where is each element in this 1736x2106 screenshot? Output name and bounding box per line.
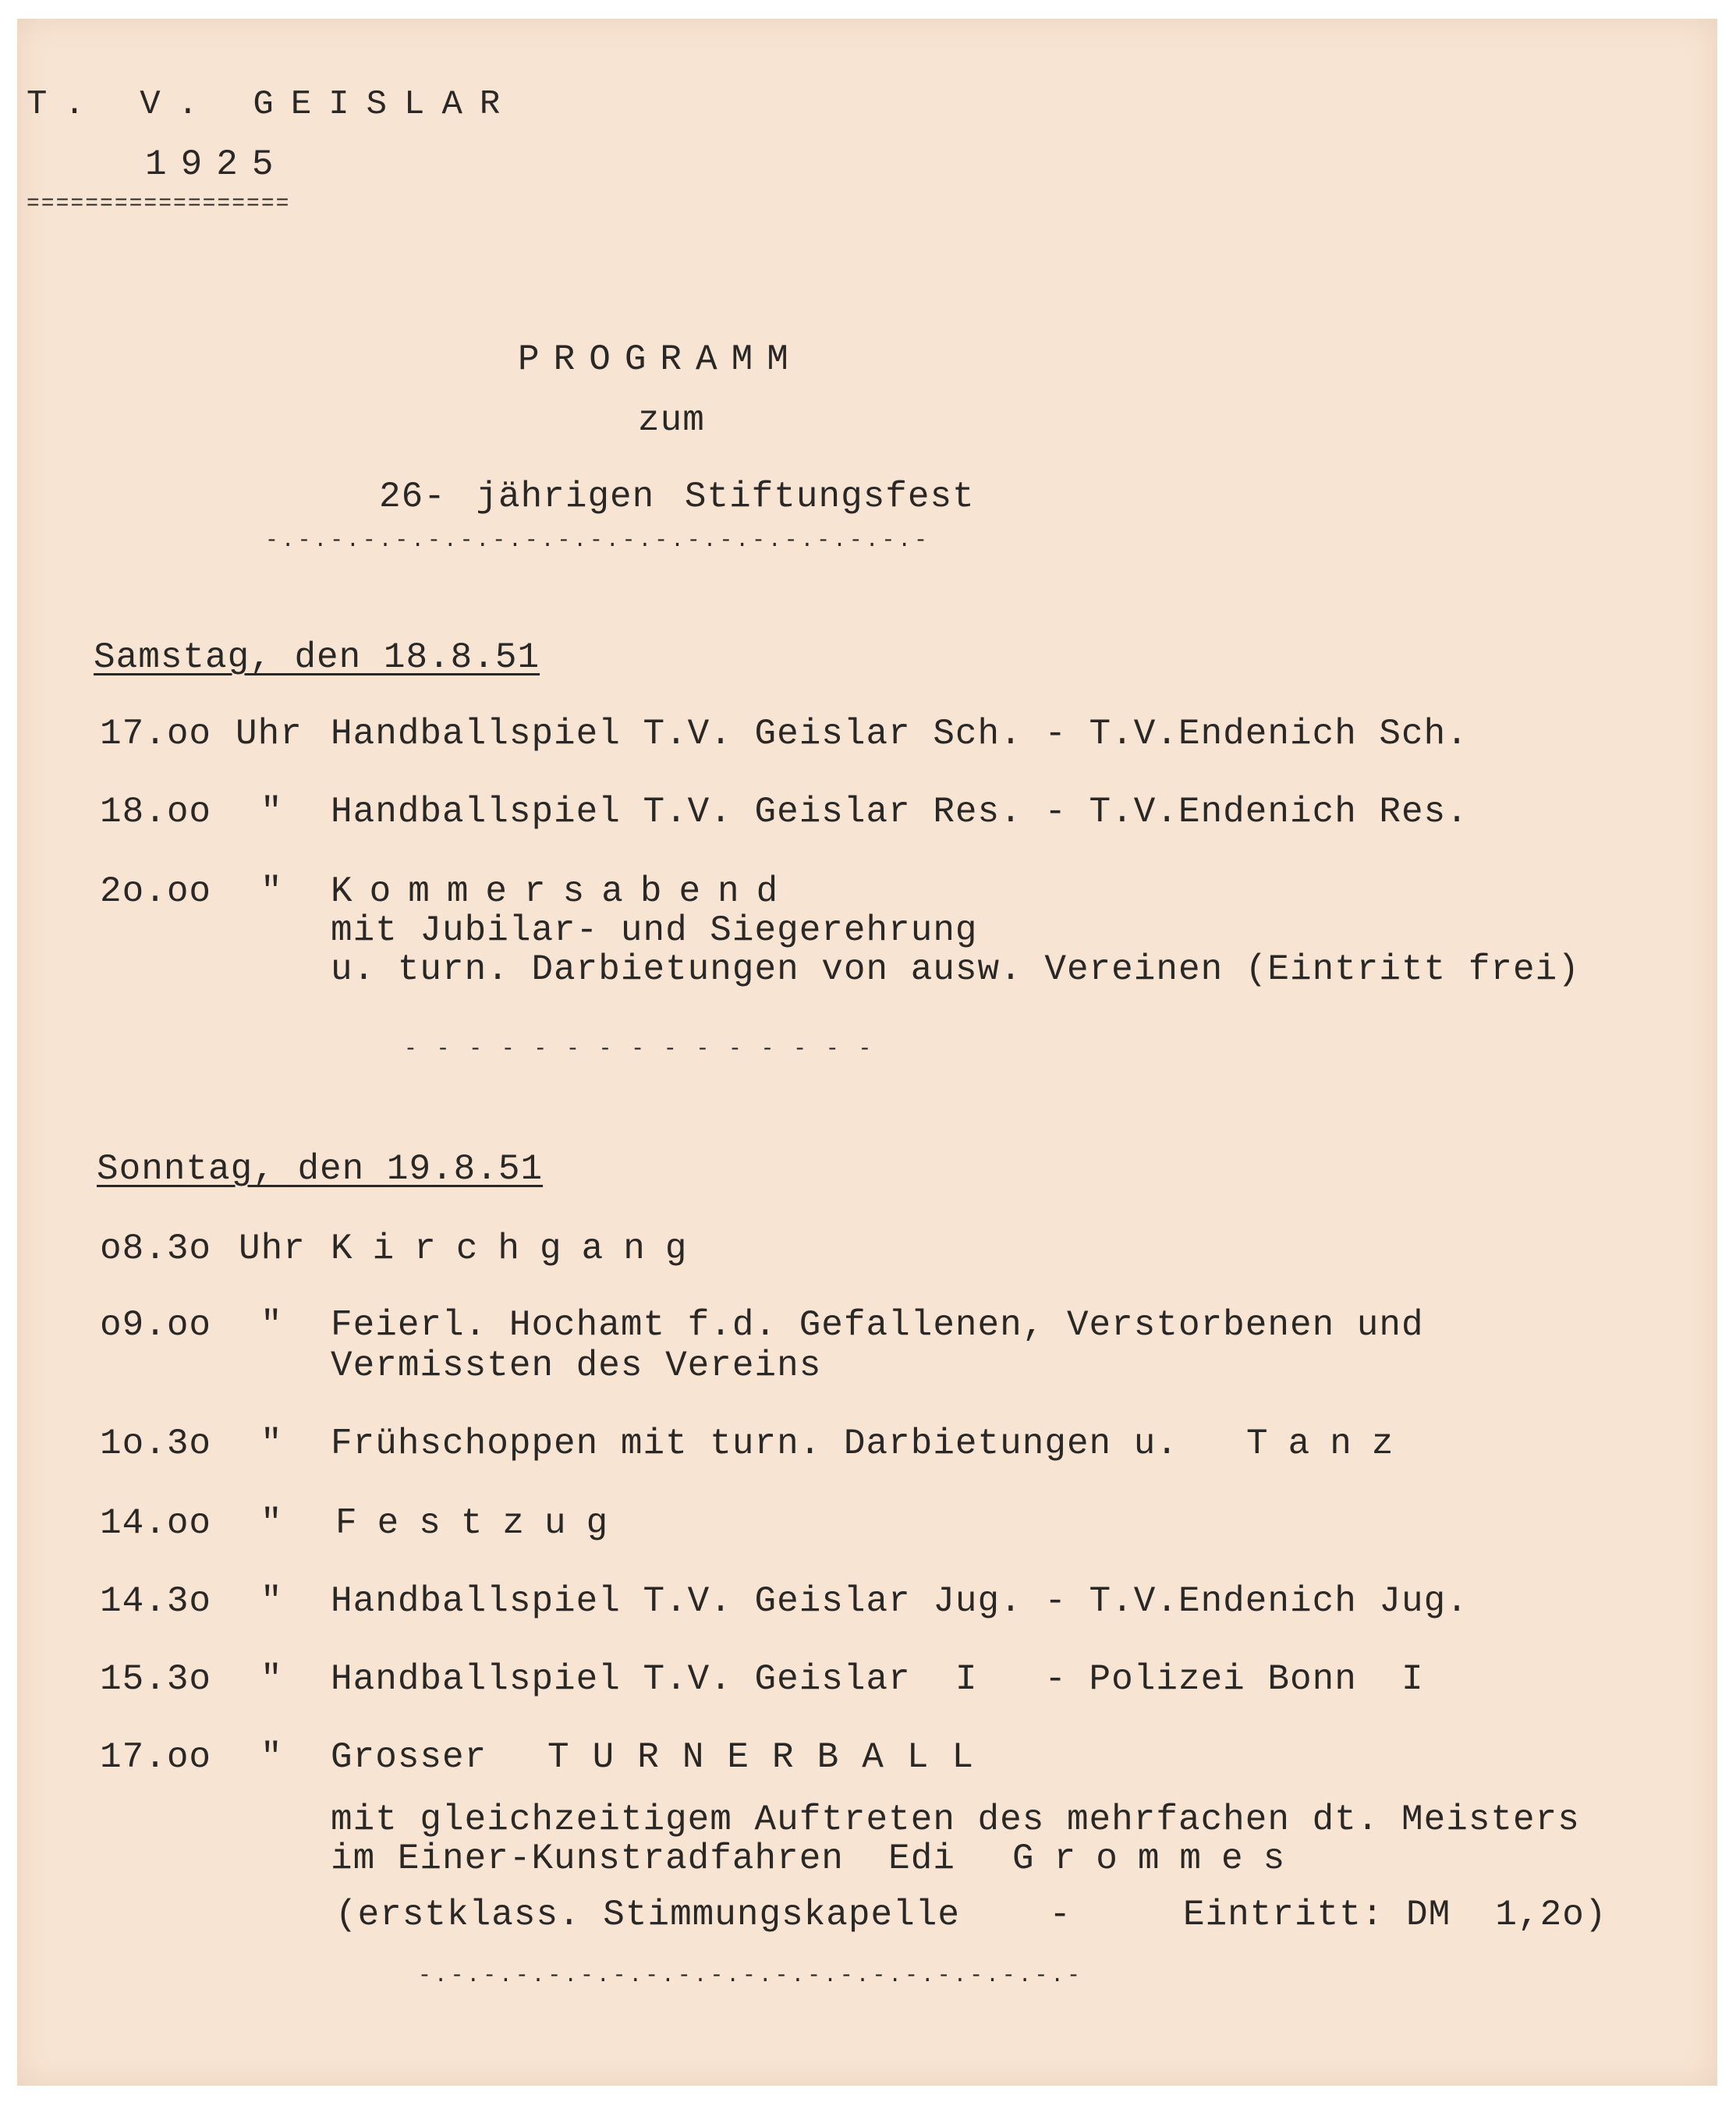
sun-unit-5: " xyxy=(260,1581,283,1622)
sun-unit-2: " xyxy=(260,1305,283,1346)
sun-event-6: Handballspiel T.V. Geislar I - Polizei Bonn I xyxy=(331,1659,1424,1700)
sun-event-7-grommes: Grommes xyxy=(1012,1838,1306,1879)
title-divider: -.-.-.-.-.-.-.-.-.-.-.-.-.-.-.-.-.-.-.-.- xyxy=(265,529,930,553)
sun-event-4: Festzug xyxy=(335,1503,629,1544)
sun-event-3: Frühschoppen mit turn. Darbietungen u. xyxy=(331,1424,1178,1464)
sun-unit-7: " xyxy=(260,1737,283,1778)
sun-unit-3: " xyxy=(260,1424,283,1464)
sun-event-7-line4: (erstklass. Stimmungskapelle - Eintritt: DM 1,2o) xyxy=(335,1895,1607,1935)
club-year: 1925 xyxy=(145,144,288,185)
sun-time-5: 14.3o xyxy=(100,1581,212,1622)
sun-time-1: o8.3o xyxy=(100,1228,212,1269)
program-occasion: 26- jährigen Stiftungsfest xyxy=(379,477,975,517)
sun-unit-6: " xyxy=(260,1659,283,1700)
program-subtitle-zum: zum xyxy=(638,400,705,441)
sun-event-7: Grosser xyxy=(331,1737,487,1778)
sun-event-7-turnerball: TURNERBALL xyxy=(547,1737,997,1778)
sun-unit-4: " xyxy=(260,1503,283,1544)
sat-unit-2: " xyxy=(260,792,283,832)
sat-event-3-line3: u. turn. Darbietungen von ausw. Vereinen (Eintritt frei) xyxy=(331,949,1580,990)
sun-event-7-line2: mit gleichzeitigem Auftreten des mehrfachen dt. Meisters xyxy=(331,1799,1580,1840)
sun-event-3-tanz: Tanz xyxy=(1246,1424,1414,1464)
sun-time-7: 17.oo xyxy=(100,1737,212,1778)
sat-unit-3: " xyxy=(260,871,283,912)
club-name: T. V. GEISLAR xyxy=(27,85,518,124)
header-underline: ================== xyxy=(27,192,291,216)
sunday-divider: -.-.-.-.-.-.-.-.-.-.-.-.-.-.-.-.-.-.-.-.- xyxy=(418,1964,1083,1988)
sun-event-2-line2: Vermissten des Vereins xyxy=(331,1346,822,1386)
sun-time-3: 1o.3o xyxy=(100,1424,212,1464)
sun-event-7-line3: im Einer-Kunstradfahren Edi xyxy=(331,1838,955,1879)
sun-event-1: Kirchgang xyxy=(331,1228,707,1269)
sunday-heading: Sonntag, den 19.8.51 xyxy=(97,1149,544,1190)
program-title: PROGRAMM xyxy=(518,339,802,380)
sat-event-2: Handballspiel T.V. Geislar Res. - T.V.Endenich Res. xyxy=(331,792,1469,832)
saturday-divider: - - - - - - - - - - - - - - - xyxy=(404,1037,875,1062)
sat-event-3: Kommersabend xyxy=(331,871,795,912)
sat-time-2: 18.oo xyxy=(100,792,212,832)
sat-event-3-line2: mit Jubilar- und Siegerehrung xyxy=(331,910,978,951)
sat-unit-1: Uhr xyxy=(236,714,303,754)
sun-event-2: Feierl. Hochamt f.d. Gefallenen, Verstorbenen und xyxy=(331,1305,1424,1346)
sun-time-4: 14.oo xyxy=(100,1503,212,1544)
sun-time-6: 15.3o xyxy=(100,1659,212,1700)
sat-event-1: Handballspiel T.V. Geislar Sch. - T.V.Endenich Sch. xyxy=(331,714,1469,754)
sun-unit-1: Uhr xyxy=(239,1228,306,1269)
sun-time-2: o9.oo xyxy=(100,1305,212,1346)
sun-event-5: Handballspiel T.V. Geislar Jug. - T.V.Endenich Jug. xyxy=(331,1581,1469,1622)
saturday-heading: Samstag, den 18.8.51 xyxy=(94,637,540,678)
sat-time-1: 17.oo xyxy=(100,714,212,754)
sat-time-3: 2o.oo xyxy=(100,871,212,912)
